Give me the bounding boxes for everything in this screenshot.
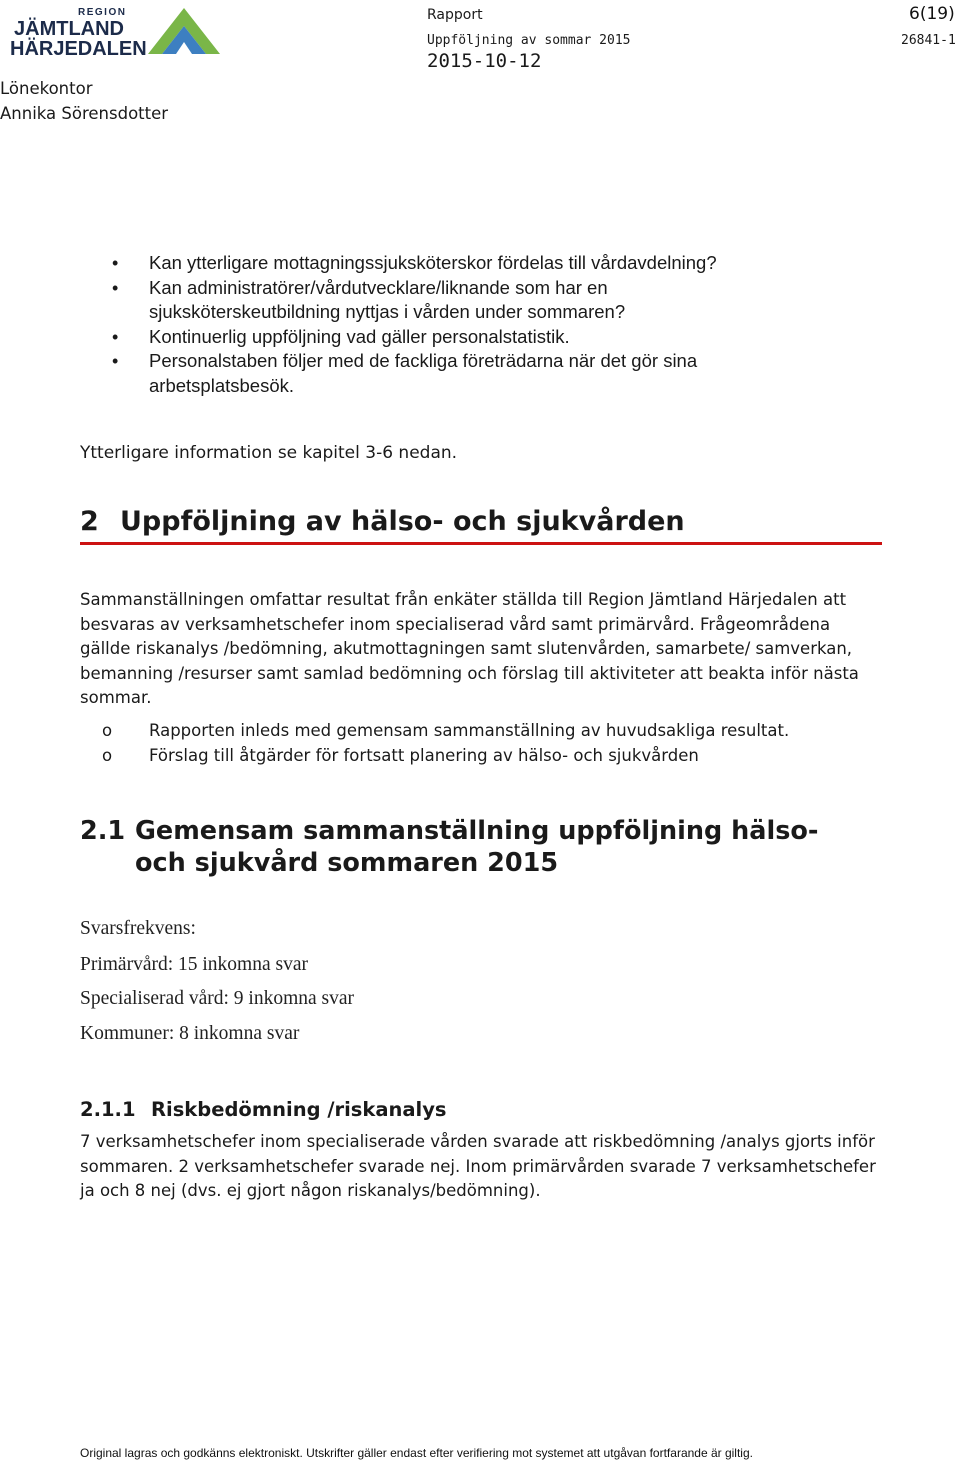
page-footer: Original lagras och godkänns elektroniskt. Utskrifter gäller endast efter verifiering mot systemet att utgåvan fortfarande är giltig.: [80, 1446, 753, 1460]
section-2-1-heading: [80, 815, 855, 879]
region-logo: [8, 2, 228, 62]
section-2-1-1-paragraph: 7 verksamhetschefer inom specialiserade vården svarade att riskbedömning /analys gjorts inför sommaren. 2 verksamhetschefer svarade nej. Inom primärvården svarade 7 verksamhetschefer ja och 8 nej (dvs. ej gjort någon riskanalys/bedömning).: [80, 1132, 876, 1200]
list-item: • Kan administratörer/vårdutvecklare/liknande som har en sjuksköterskeutbildning nyttjas i vården under sommaren?: [110, 276, 709, 325]
doc-type: Rapport: [427, 7, 483, 23]
doc-date: 2015-10-12: [427, 50, 542, 72]
bullet-list: [110, 251, 870, 398]
sub-list: [80, 719, 900, 768]
response-item: Kommuner: 8 inkomna svar: [80, 1023, 300, 1044]
office-name: Lönekontor: [0, 79, 93, 98]
list-item: • Kontinuerlig uppföljning vad gäller personalstatistik.: [110, 325, 870, 350]
doc-title: Uppföljning av sommar 2015: [427, 33, 631, 48]
doc-id: 26841-1: [901, 33, 956, 48]
section-number: 2.1: [80, 816, 126, 846]
section-2-1-1-heading: [80, 1098, 447, 1121]
author-name: Annika Sörensdotter: [0, 104, 169, 123]
section-divider: [80, 542, 882, 545]
mountain-icon: [148, 8, 220, 54]
logo-line1: JÄMTLAND: [14, 18, 124, 40]
section-2-paragraph: Sammanställningen omfattar resultat från enkäter ställda till Region Jämtland Härjedalen att besvaras av verksamhetschefer inom specialiserad vård samt primärvård. Frågeområdena gällde riskanalys /bedömning, akutmottagningen samt slutenvården, samarbete/ samverkan, bemanning /resurser samt samlad bedömning och förslag till aktiviteter att beakta inför nästa sommar.: [80, 590, 859, 707]
section-number: 2.1.1: [80, 1098, 136, 1121]
response-item: Primärvård: 15 inkomna svar: [80, 954, 308, 975]
list-item: • Personalstaben följer med de fackliga företrädarna när det gör sina arbetsplatsbesök.: [110, 349, 829, 398]
section-number: 2: [80, 506, 99, 537]
section-title: Gemensam sammanställning uppföljning hälso- och sjukvård sommaren 2015: [135, 816, 819, 878]
logo-region-text: REGION: [78, 7, 127, 18]
response-item: Specialiserad vård: 9 inkomna svar: [80, 988, 354, 1009]
page-number: 6(19): [909, 4, 955, 24]
logo-line2: HÄRJEDALEN: [10, 38, 147, 60]
list-item: o Förslag till åtgärder för fortsatt planering av hälso- och sjukvården: [80, 744, 900, 769]
section-title: Riskbedömning /riskanalys: [151, 1098, 447, 1121]
section-2-heading: [80, 506, 685, 537]
list-item: • Kan ytterligare mottagningssjuksköterskor fördelas till vårdavdelning?: [110, 251, 870, 276]
response-label: Svarsfrekvens:: [80, 918, 196, 939]
section-title: Uppföljning av hälso- och sjukvården: [120, 506, 685, 537]
more-info-text: Ytterligare information se kapitel 3-6 nedan.: [80, 443, 458, 463]
list-item: o Rapporten inleds med gemensam sammanställning av huvudsakliga resultat.: [80, 719, 900, 744]
